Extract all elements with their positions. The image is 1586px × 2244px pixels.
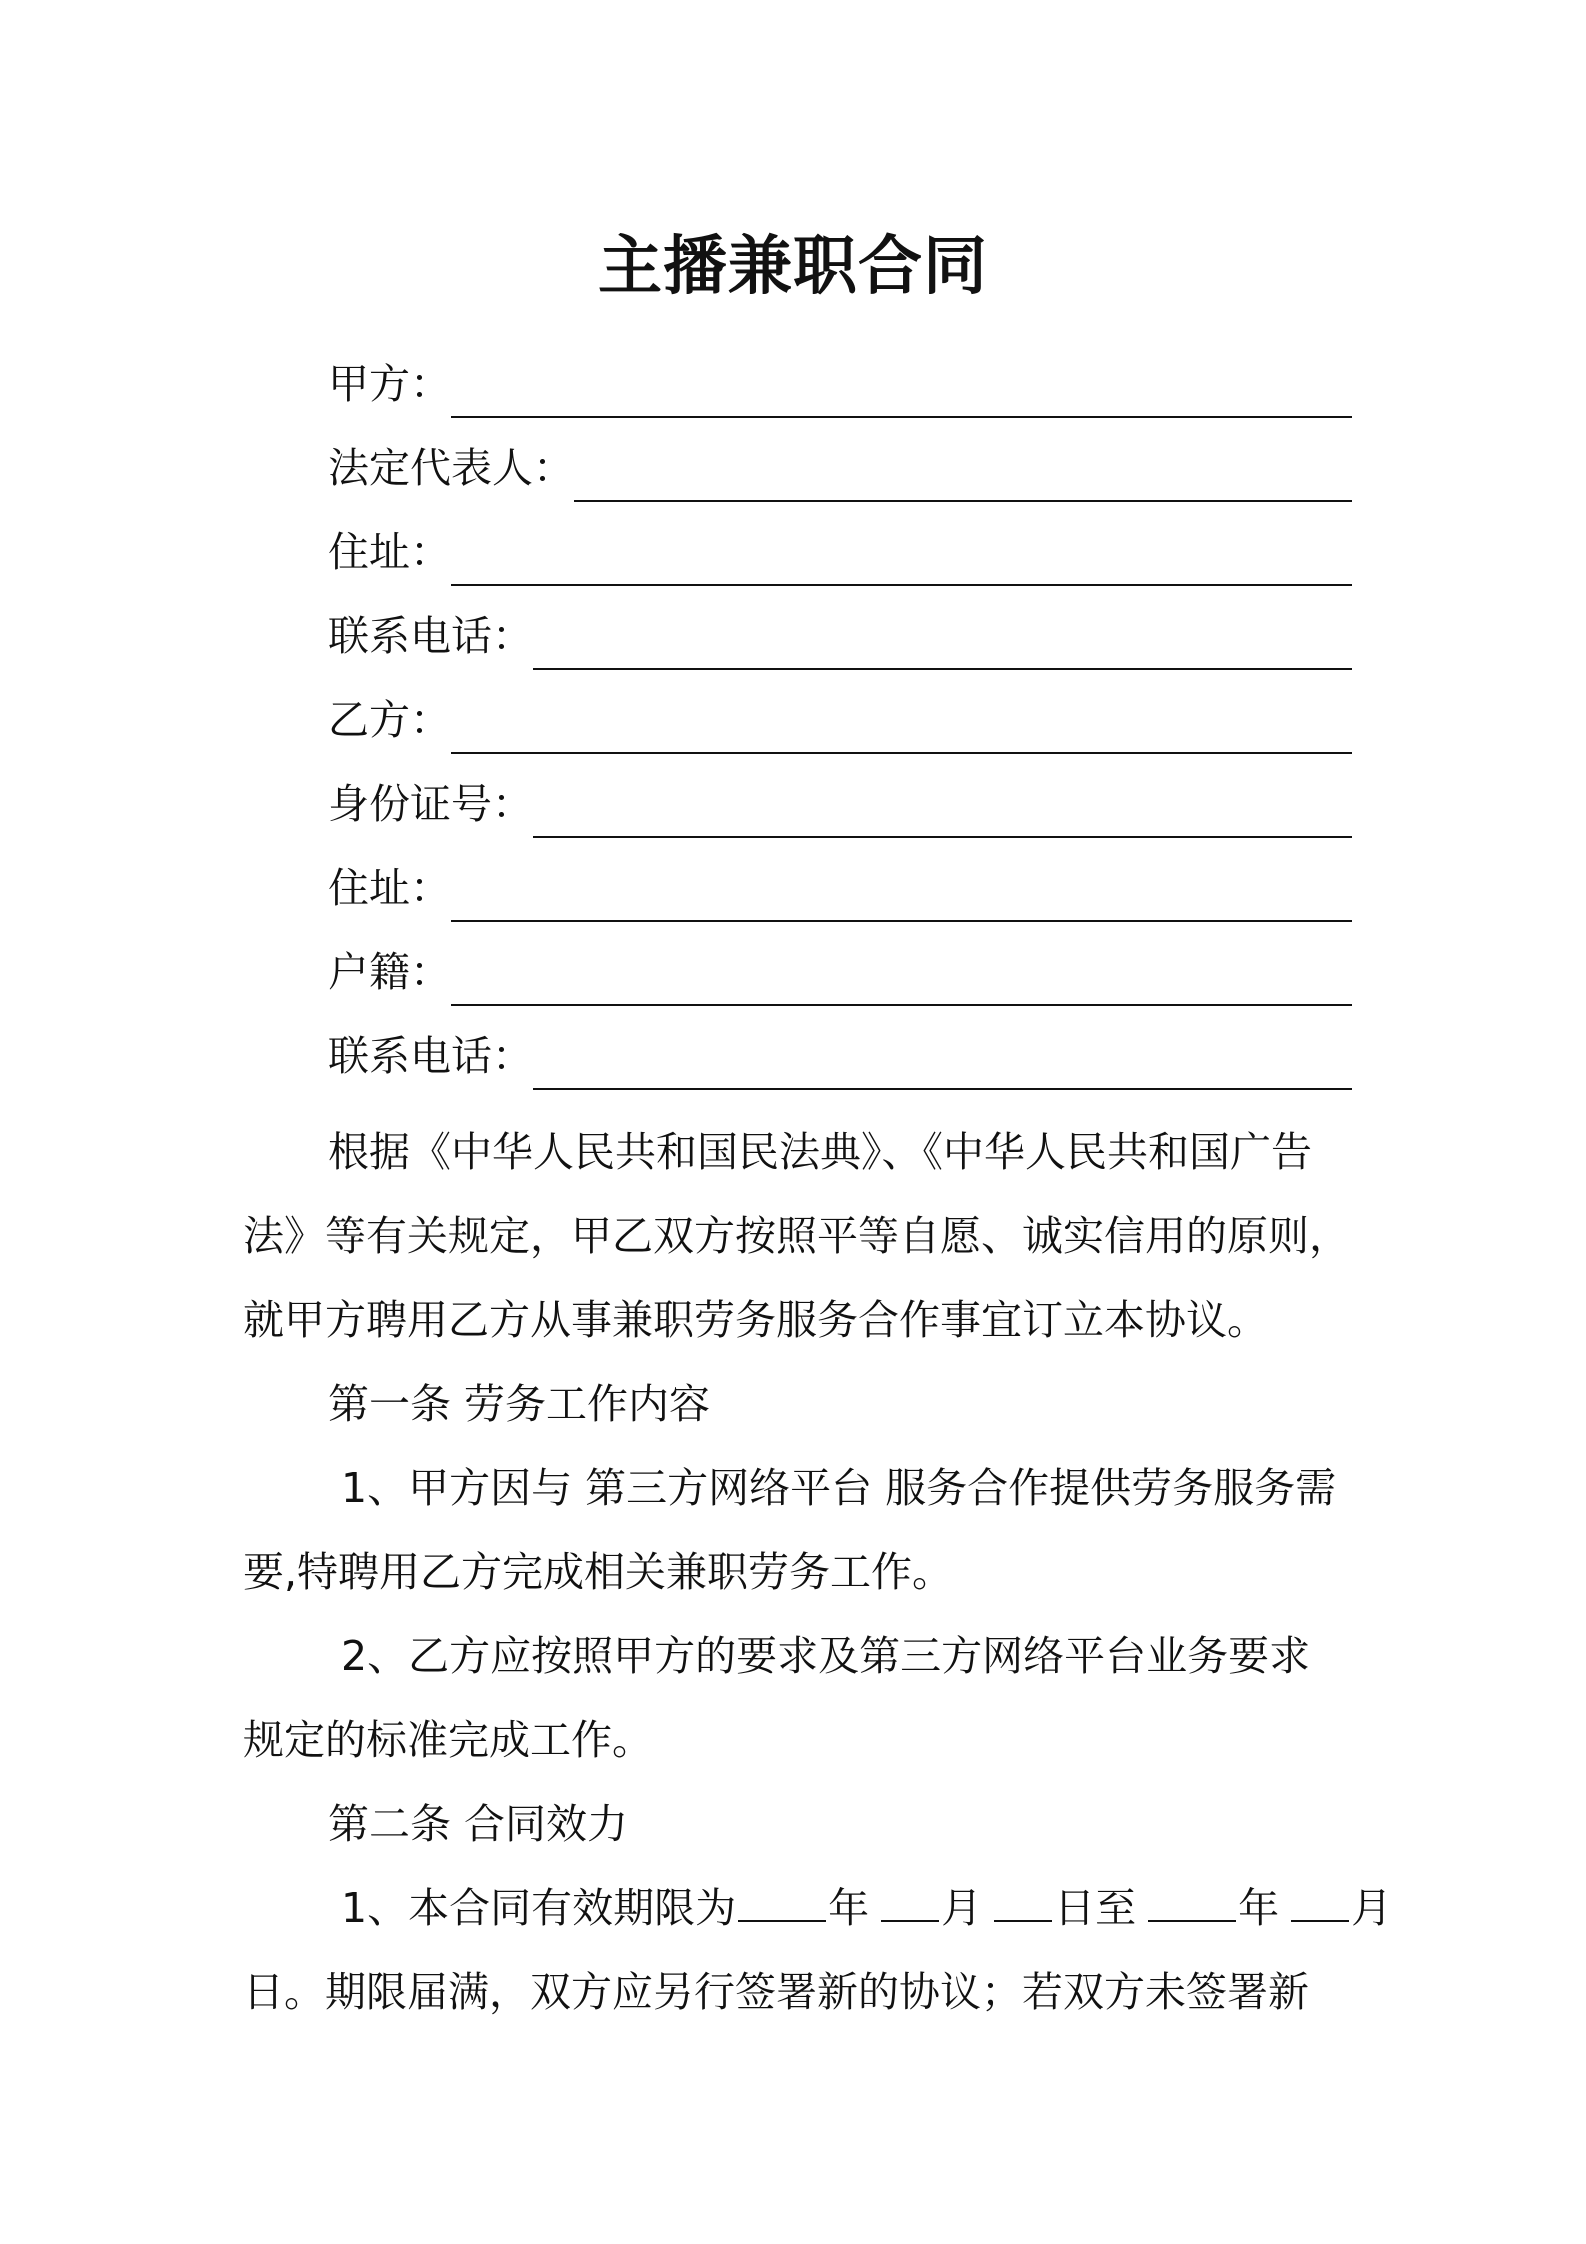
household-registration-field [328, 946, 1352, 1006]
document-title: 主播兼职合同 [598, 230, 988, 304]
end-year-blank [1148, 1879, 1236, 1922]
id-number-blank-line [533, 806, 1352, 838]
party-a-address-label: 住址： [328, 528, 451, 576]
id-number-label: 身份证号： [328, 780, 533, 828]
end-year-label: 年 [1238, 1884, 1280, 1932]
start-month-blank [881, 1879, 939, 1922]
end-month-blank [1291, 1879, 1349, 1922]
party-a-field [328, 358, 1352, 418]
start-day-to-label: 日至 [1054, 1884, 1137, 1932]
article-2-heading: 第二条 合同效力 [328, 1800, 629, 1848]
legal-representative-blank-line [574, 470, 1352, 502]
party-b-phone-blank-line [533, 1058, 1352, 1090]
preamble-line-3: 就甲方聘用乙方从事兼职劳务服务合作事宜订立本协议。 [243, 1296, 1268, 1344]
legal-representative-field [328, 442, 1352, 502]
start-day-blank [994, 1879, 1052, 1922]
id-number-field [328, 778, 1352, 838]
article-1-item-1-line-1: 1、甲方因与 第三方网络平台 服务合作提供劳务服务需 [328, 1464, 1337, 1512]
party-b-phone-label: 联系电话： [328, 1032, 533, 1080]
party-b-address-field [328, 862, 1352, 922]
party-a-label: 甲方： [328, 360, 451, 408]
party-b-label: 乙方： [328, 696, 451, 744]
party-a-address-field [328, 526, 1352, 586]
party-a-blank-line [451, 386, 1352, 418]
party-a-phone-blank-line [533, 638, 1352, 670]
preamble-line-1: 根据《中华人民共和国民法典》、《中华人民共和国广告 [328, 1128, 1312, 1176]
article-1-heading: 第一条 劳务工作内容 [328, 1380, 711, 1428]
party-b-address-label: 住址： [328, 864, 451, 912]
article-1-item-1-line-2: 要,特聘用乙方完成相关兼职劳务工作。 [243, 1548, 954, 1596]
article-2-item-1-line-1 [243, 1866, 1393, 1950]
start-year-label: 年 [828, 1884, 870, 1932]
article-1-item-2-line-1: 2、乙方应按照甲方的要求及第三方网络平台业务要求 [328, 1632, 1311, 1680]
party-b-phone-field [328, 1030, 1352, 1090]
party-a-phone-label: 联系电话： [328, 612, 533, 660]
party-b-address-blank-line [451, 890, 1352, 922]
end-month-label: 月 [1351, 1884, 1393, 1932]
party-b-field [328, 694, 1352, 754]
preamble-line-2: 法》等有关规定，甲乙双方按照平等自愿、诚实信用的原则， [243, 1212, 1350, 1260]
article-2-item-1-line-2: 日。期限届满，双方应另行签署新的协议；若双方未签署新 [243, 1968, 1309, 2016]
start-year-blank [738, 1879, 826, 1922]
party-a-phone-field [328, 610, 1352, 670]
party-b-blank-line [451, 722, 1352, 754]
household-registration-label: 户籍： [328, 948, 451, 996]
validity-period-prefix: 1、本合同有效期限为 [328, 1884, 737, 1932]
start-month-label: 月 [941, 1884, 983, 1932]
legal-representative-label: 法定代表人： [328, 444, 574, 492]
household-registration-blank-line [451, 974, 1352, 1006]
party-a-address-blank-line [451, 554, 1352, 586]
article-1-item-2-line-2: 规定的标准完成工作。 [243, 1716, 653, 1764]
